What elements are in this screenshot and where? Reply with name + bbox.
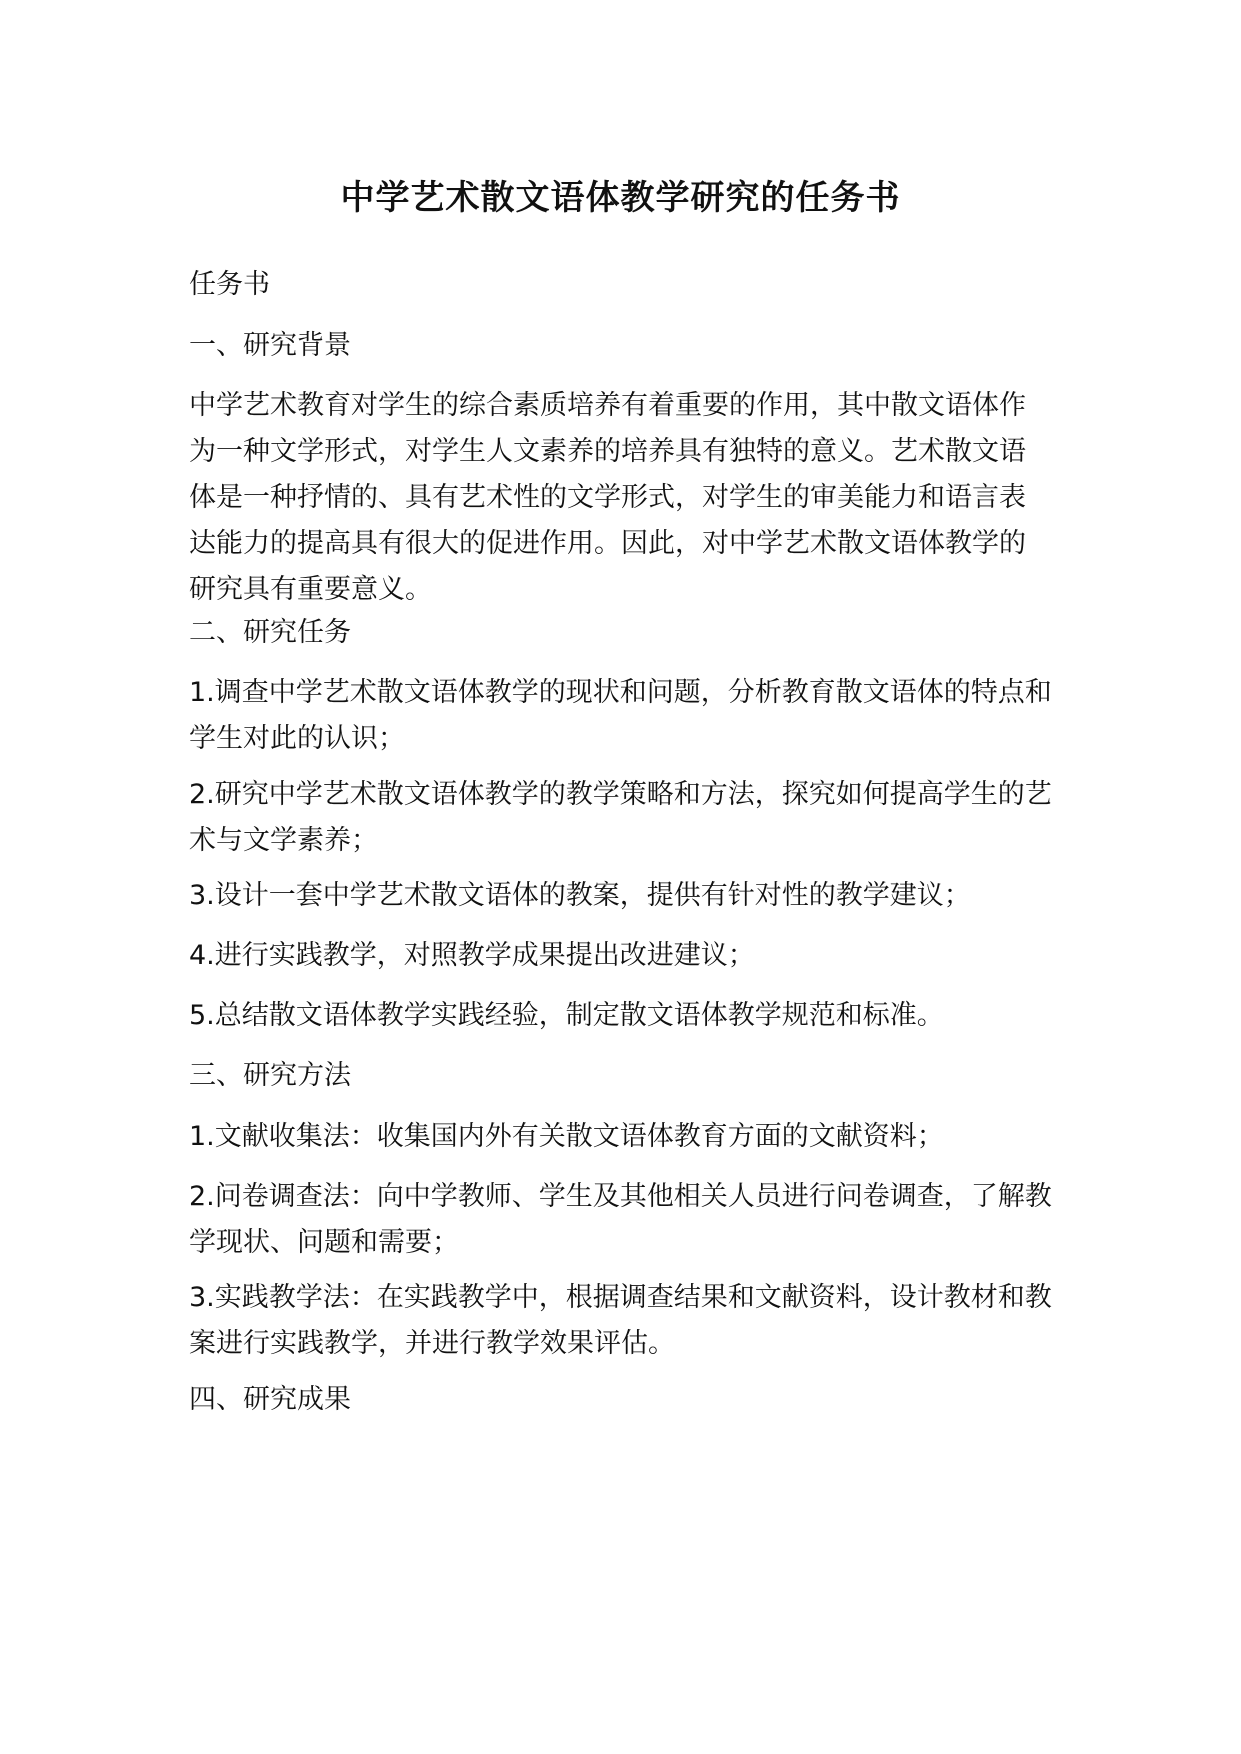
method-item-2 — [189, 1174, 1059, 1266]
list-item-line: 3.设计一套中学艺术散文语体的教案，提供有针对性的教学建议； — [189, 880, 971, 911]
list-item-line: 2.问卷调查法：向中学教师、学生及其他相关人员进行问卷调查，了解教 — [189, 1181, 1052, 1212]
paragraph-line: 中学艺术教育对学生的综合素质培养有着重要的作用，其中散文语体作 — [189, 390, 1026, 421]
list-item-line: 学生对此的认识； — [189, 723, 405, 754]
task-item-3 — [189, 873, 1059, 919]
task-item-2 — [189, 772, 1059, 864]
list-item-line: 1.调查中学艺术散文语体教学的现状和问题，分析教育散文语体的特点和 — [189, 677, 1052, 708]
document-label: 任务书 — [189, 269, 270, 300]
section-heading-background: 一、研究背景 — [189, 330, 351, 361]
list-item-line: 学现状、问题和需要； — [189, 1227, 459, 1258]
list-item-line: 5.总结散文语体教学实践经验，制定散文语体教学规范和标准。 — [189, 1000, 944, 1031]
task-item-1 — [189, 670, 1059, 762]
list-item-line: 术与文学素养； — [189, 825, 378, 856]
section-heading-tasks: 二、研究任务 — [189, 617, 351, 648]
background-paragraph — [189, 383, 1059, 613]
paragraph-line: 为一种文学形式，对学生人文素养的培养具有独特的意义。艺术散文语 — [189, 436, 1026, 467]
method-item-3 — [189, 1275, 1059, 1367]
paragraph-line: 达能力的提高具有很大的促进作用。因此，对中学艺术散文语体教学的 — [189, 528, 1026, 559]
list-item-line: 案进行实践教学，并进行教学效果评估。 — [189, 1328, 675, 1359]
list-item-line: 2.研究中学艺术散文语体教学的教学策略和方法，探究如何提高学生的艺 — [189, 779, 1052, 810]
document-title: 中学艺术散文语体教学研究的任务书 — [340, 178, 901, 218]
list-item-line: 4.进行实践教学，对照教学成果提出改进建议； — [189, 940, 755, 971]
method-item-1 — [189, 1114, 1059, 1160]
section-heading-results: 四、研究成果 — [189, 1384, 351, 1415]
section-heading-methods: 三、研究方法 — [189, 1060, 351, 1091]
task-item-5 — [189, 993, 1059, 1039]
paragraph-line: 体是一种抒情的、具有艺术性的文学形式，对学生的审美能力和语言表 — [189, 482, 1026, 513]
paragraph-line: 研究具有重要意义。 — [189, 574, 432, 605]
task-item-4 — [189, 933, 1059, 979]
list-item-line: 1.文献收集法：收集国内外有关散文语体教育方面的文献资料； — [189, 1121, 944, 1152]
list-item-line: 3.实践教学法：在实践教学中，根据调查结果和文献资料，设计教材和教 — [189, 1282, 1052, 1313]
